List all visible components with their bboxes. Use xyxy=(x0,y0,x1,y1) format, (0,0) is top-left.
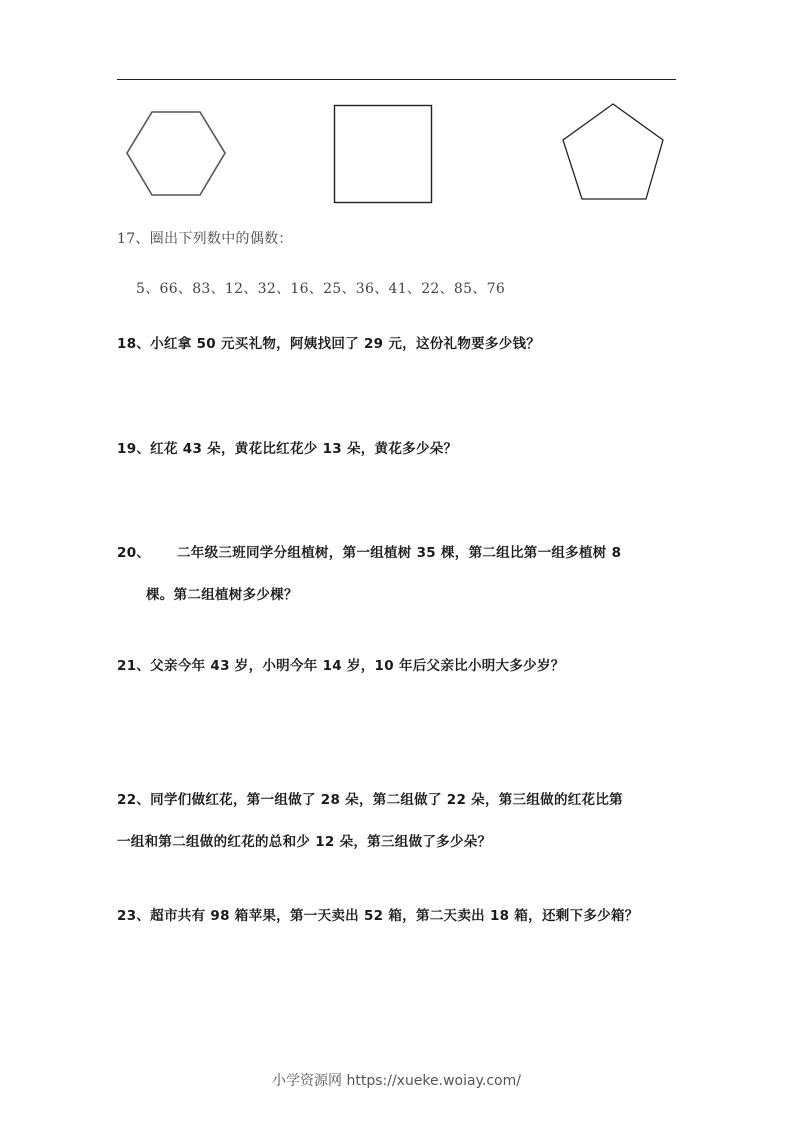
question-22-line2: 一组和第二组做的红花的总和少 12 朵，第三组做了多少朵？ xyxy=(117,834,492,850)
question-23: 23、超市共有 98 箱苹果，第一天卖出 52 箱，第二天卖出 18 箱，还剩下多少箱？ xyxy=(117,908,639,924)
question-22-line1: 22、同学们做红花，第一组做了 28 朵，第二组做了 22 朵，第三组做的红花比第 xyxy=(117,792,623,808)
question-17-numbers: 5、66、83、12、32、16、25、36、41、22、85、76 xyxy=(136,281,506,297)
hexagon-shape xyxy=(124,110,228,198)
question-17-title: 17、圈出下列数中的偶数： xyxy=(117,231,293,247)
question-20-prefix: 20、 xyxy=(117,545,151,561)
question-20-line1: 二年级三班同学分组植树，第一组植树 35 棵，第二组比第一组多植树 8 xyxy=(177,545,622,561)
question-21: 21、父亲今年 43 岁，小明今年 14 岁，10 年后父亲比小明大多少岁？ xyxy=(117,658,565,674)
question-20-line2: 棵。第二组植树多少棵？ xyxy=(146,587,298,603)
header-rule xyxy=(117,79,676,80)
question-19: 19、红花 43 朵，黄花比红花少 13 朵，黄花多少朵？ xyxy=(117,441,458,457)
square-shape xyxy=(333,104,435,204)
pentagon-shape xyxy=(560,102,666,202)
footer-watermark: 小学资源网 https://xueke.woiay.com/ xyxy=(272,1073,521,1089)
question-18: 18、小红拿 50 元买礼物，阿姨找回了 29 元，这份礼物要多少钱？ xyxy=(117,336,541,352)
